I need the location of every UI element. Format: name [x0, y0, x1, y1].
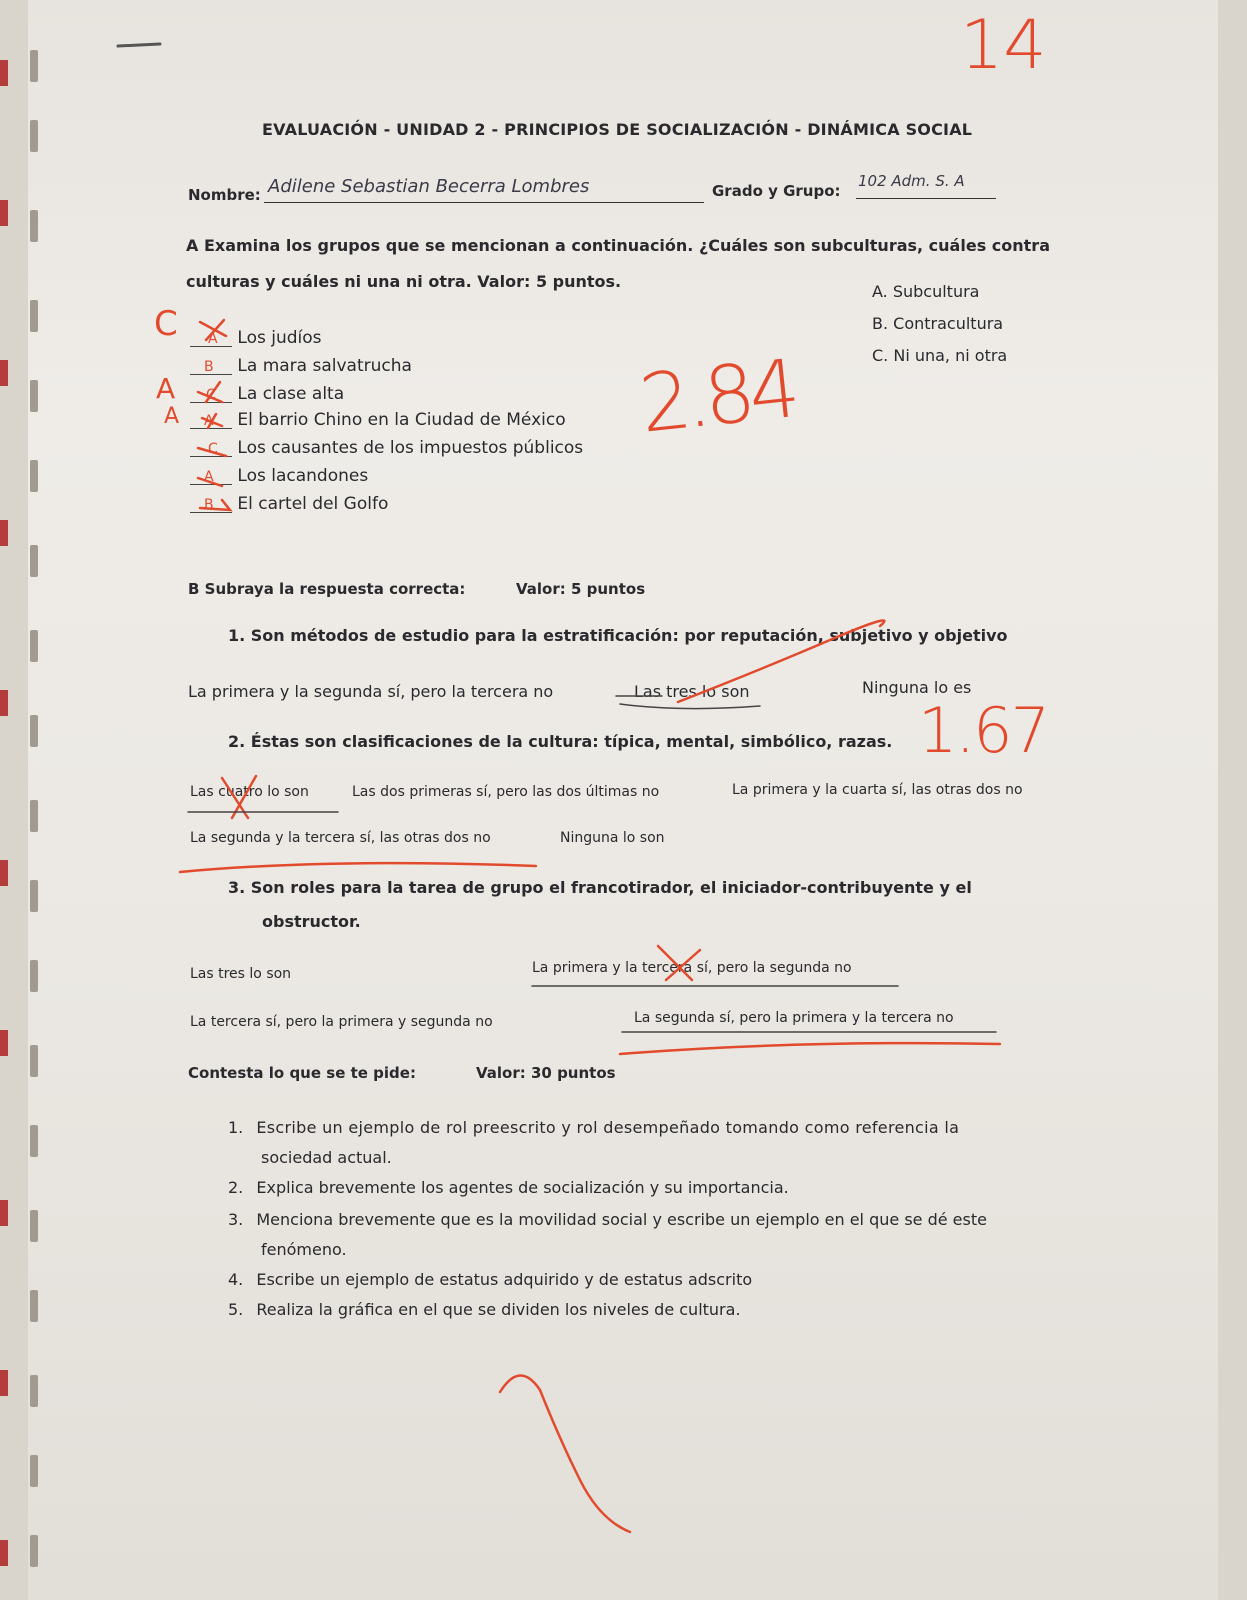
top-score: 14 — [960, 6, 1047, 85]
option-b: B. Contracultura — [872, 314, 1004, 333]
list-item: A Los lacandones — [190, 466, 368, 486]
q1-option-3[interactable]: Ninguna lo es — [862, 678, 972, 697]
name-field — [264, 176, 704, 203]
option-a: A. Subcultura — [872, 282, 980, 301]
list-item: 4. Escribe un ejemplo de estatus adquirido y de estatus adscrito — [228, 1270, 753, 1289]
question-3-line-1: 3. Son roles para la tarea de grupo el francotirador, el iniciador-contribuyente y el — [228, 878, 972, 897]
list-item: C La clase alta — [190, 384, 344, 404]
q2-option-5[interactable]: Ninguna lo son — [560, 830, 665, 846]
list-item: A El barrio Chino en la Ciudad de México — [190, 410, 566, 430]
q1-option-2[interactable]: Las tres lo son — [634, 682, 750, 701]
section-b-value: Valor: 5 puntos — [516, 580, 646, 598]
score-section-b: 1.67 — [918, 694, 1049, 767]
list-item: 3. Menciona brevemente que es la movilidad social y escribe un ejemplo en el que se dé este — [228, 1210, 987, 1229]
list-item: 2. Explica brevemente los agentes de socialización y su importancia. — [228, 1178, 789, 1197]
q1-option-1[interactable]: La primera y la segunda sí, pero la tercera no — [188, 682, 554, 701]
grade-value: 102 Adm. S. A — [858, 172, 965, 190]
q2-option-3[interactable]: La primera y la cuarta sí, las otras dos no — [732, 782, 1023, 798]
q3-option-3[interactable]: La tercera sí, pero la primera y segunda no — [190, 1014, 493, 1030]
correction-mark-1: C — [154, 304, 178, 344]
exam-title: EVALUACIÓN - UNIDAD 2 - PRINCIPIOS DE SOCIALIZACIÓN - DINÁMICA SOCIAL — [262, 120, 973, 139]
question-2: 2. Éstas son clasificaciones de la cultura: típica, mental, simbólico, razas. — [228, 732, 893, 751]
list-item: A Los judíos — [190, 328, 322, 348]
correction-mark-4: A — [164, 404, 180, 429]
list-item: C Los causantes de los impuestos públicos — [190, 438, 583, 458]
section-b-heading: B Subraya la respuesta correcta: — [188, 580, 466, 598]
name-label: Nombre: — [188, 186, 261, 204]
list-item: B La mara salvatrucha — [190, 356, 412, 376]
correction-mark-3: A — [156, 372, 176, 405]
list-item-continuation: fenómeno. — [261, 1240, 347, 1259]
section-a-instruction-1: A Examina los grupos que se mencionan a continuación. ¿Cuáles son subculturas, cuáles contra — [186, 236, 1050, 255]
q2-option-2[interactable]: Las dos primeras sí, pero las dos últimas no — [352, 784, 660, 800]
q3-option-1[interactable]: Las tres lo son — [190, 966, 292, 982]
list-item: 1. Escribe un ejemplo de rol preescrito y rol desempeñado tomando como referencia la — [228, 1118, 960, 1137]
section-c-heading: Contesta lo que se te pide: — [188, 1064, 416, 1082]
section-c-value: Valor: 30 puntos — [476, 1064, 616, 1082]
section-a-instruction-2: culturas y cuáles ni una ni otra. Valor: 5 puntos. — [186, 272, 622, 291]
name-value: Adilene Sebastian Becerra Lombres — [268, 176, 590, 197]
grade-field — [856, 172, 996, 199]
list-item: B El cartel del Golfo — [190, 494, 388, 514]
question-3-line-2: obstructor. — [262, 912, 361, 931]
score-section-a: 2.84 — [635, 342, 799, 451]
q2-option-4[interactable]: La segunda y la tercera sí, las otras dos no — [190, 830, 491, 846]
option-c: C. Ni una, ni otra — [872, 346, 1008, 365]
grade-label: Grado y Grupo: — [712, 182, 841, 200]
q2-option-1[interactable]: Las cuatro lo son — [190, 784, 309, 800]
list-item: 5. Realiza la gráfica en el que se dividen los niveles de cultura. — [228, 1300, 741, 1319]
q3-option-4[interactable]: La segunda sí, pero la primera y la tercera no — [634, 1010, 954, 1026]
q3-option-2[interactable]: La primera y la tercera sí, pero la segunda no — [532, 960, 852, 976]
list-item-continuation: sociedad actual. — [261, 1148, 392, 1167]
question-1: 1. Son métodos de estudio para la estratificación: por reputación, subjetivo y objetivo — [228, 626, 1008, 645]
